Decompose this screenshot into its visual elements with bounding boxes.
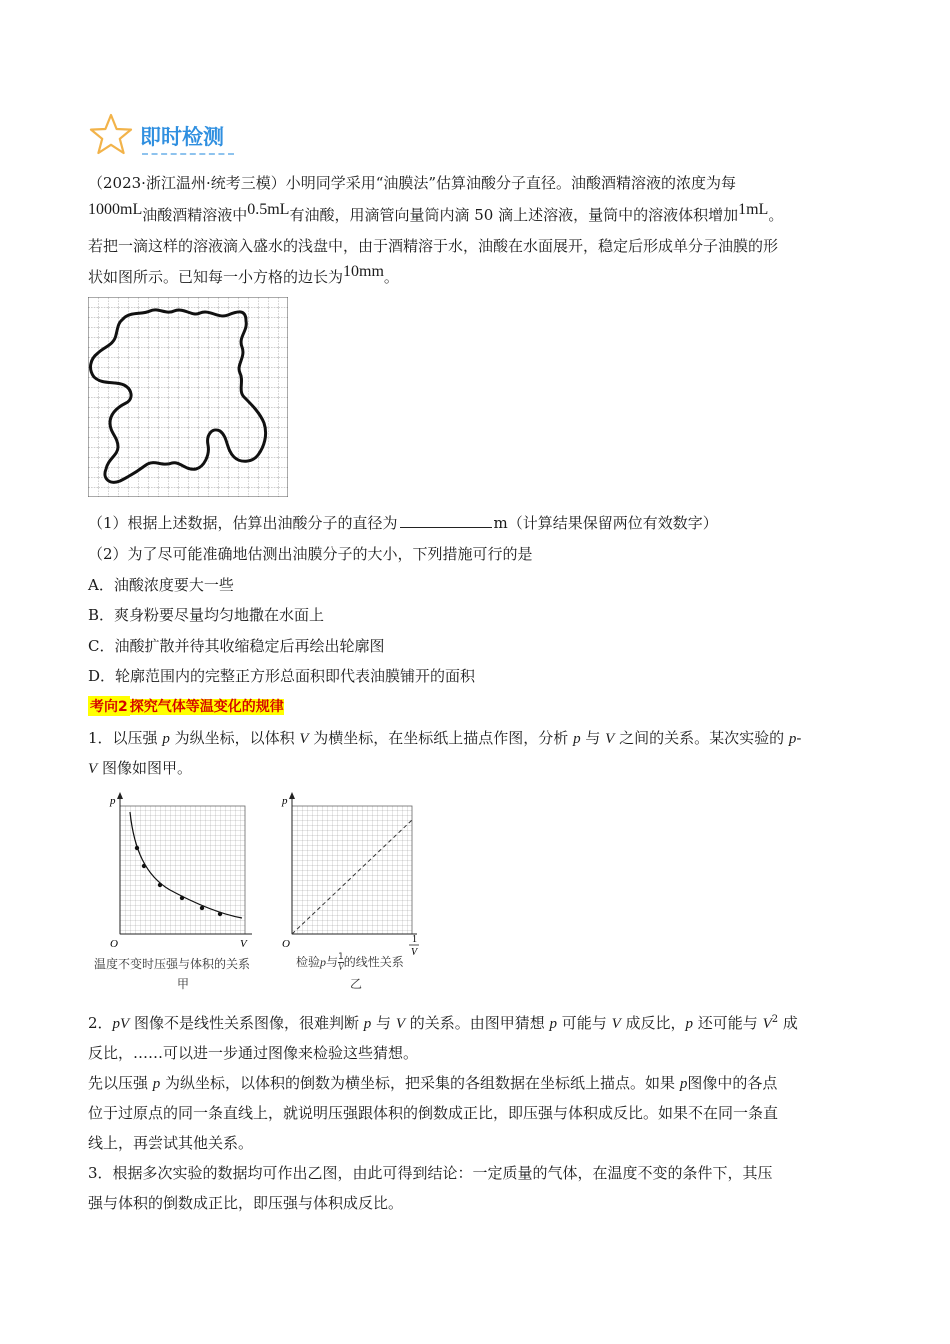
graph-pv: [100, 790, 270, 960]
answer-blank[interactable]: [400, 513, 492, 528]
section-heading: [88, 696, 284, 716]
header-title: 即时检测: [140, 125, 224, 149]
graph-pv-origin: O: [110, 938, 118, 950]
graph-b-caption: 检验p与 $\frac{1}{V}$ 的线性关系: [296, 952, 404, 972]
graph-pv-y-arrow: [117, 792, 123, 799]
explanation-1-line-2: V 图像如图甲。: [88, 759, 192, 777]
graph-pv-caption: 温度不变时压强与体积的关系: [94, 957, 251, 971]
explanation-2-line-3: 先以压强 p 为纵坐标，以体积的倒数为横坐标，把采集的各组数据在坐标纸上描点。如果 p图像中的各点: [88, 1074, 778, 1092]
graph-b-origin: O: [282, 938, 290, 950]
problem-line-1: （2023·浙江温州·统考三模）小明同学采用“油膜法”估算油酸分子直径。油酸酒精溶液的浓度为每: [88, 174, 737, 192]
data-point: [218, 912, 222, 916]
graph-b-y-label: p: [282, 795, 288, 807]
option-d: D．轮廓范围内的完整正方形总面积即代表油膜铺开的面积: [88, 667, 476, 685]
graph-p-inverse-v: [272, 790, 432, 960]
explanation-3-line-2: 强与体积的倒数成正比，即压强与体积成反比。: [88, 1194, 404, 1212]
explanation-2-line-5: 线上，再尝试其他关系。: [88, 1134, 254, 1152]
explanation-2-line-1: 2．pV 图像不是线性关系图像，很难判断 p 与 V 的关系。由图甲猜想 p 可能与 V 成反比，p 还可能与 $V^2$ 成: [88, 1014, 798, 1032]
option-c: C．油酸扩散并待其收缩稳定后再绘出轮廓图: [88, 637, 385, 655]
question-2: （2）为了尽可能准确地估测出油膜分子的大小，下列措施可行的是: [88, 545, 533, 563]
option-a: A．油酸浓度要大一些: [88, 576, 234, 594]
graph-b-sub: 乙: [350, 977, 363, 991]
header-underline: [142, 153, 234, 155]
graph-b-grid: [292, 806, 412, 934]
data-point: [180, 896, 184, 900]
explanation-2-line-2: 反比，……可以进一步通过图像来检验这些猜想。: [88, 1044, 419, 1062]
data-point: [142, 864, 146, 868]
graph-b-y-arrow: [289, 792, 295, 799]
graph-pv-sub: 甲: [177, 977, 190, 991]
graph-b-x-label-num: 1: [412, 934, 417, 945]
oil-film-figure: [88, 297, 288, 497]
question-1: （1）根据上述数据，估算出油酸分子的直径为 m（计算结果保留两位有效数字）: [88, 514, 718, 532]
section-tag: 考向2: [88, 696, 130, 716]
data-point: [200, 906, 204, 910]
graph-pv-y-label: p: [110, 795, 116, 807]
explanation-2-line-4: 位于过原点的同一条直线上，就说明压强跟体积的倒数成正比，即压强与体积成反比。如果不在同一条直: [88, 1104, 779, 1122]
graph-pv-x-label: V: [240, 938, 247, 950]
problem-line-2: 1000mL油酸酒精溶液中0.5mL有油酸，用滴管向量筒内滴 50 滴上述溶液，量筒中的溶液体积增加1mL。: [88, 201, 784, 224]
star-icon: [88, 112, 134, 158]
section-title: 探究气体等温变化的规律: [129, 699, 284, 715]
explanation-1-line-1: 1．以压强 p 为纵坐标，以体积 V 为横坐标，在坐标纸上描点作图，分析 p 与 V 之间的关系。某次实验的 p-: [88, 729, 802, 747]
data-point: [135, 846, 139, 850]
graph-b-x-label-den: V: [411, 947, 418, 958]
problem-line-4: 状如图所示。已知每一小方格的边长为10mm。: [88, 263, 399, 286]
explanation-3-line-1: 3．根据多次实验的数据均可作出乙图，由此可得到结论：一定质量的气体，在温度不变的条件下，其压: [88, 1164, 773, 1182]
data-point: [158, 883, 162, 887]
problem-line-3: 若把一滴这样的溶液滴入盛水的浅盘中，由于酒精溶于水，油酸在水面展开，稳定后形成单分子油膜的形: [88, 237, 779, 255]
option-b: B．爽身粉要尽量均匀地撒在水面上: [88, 606, 325, 624]
